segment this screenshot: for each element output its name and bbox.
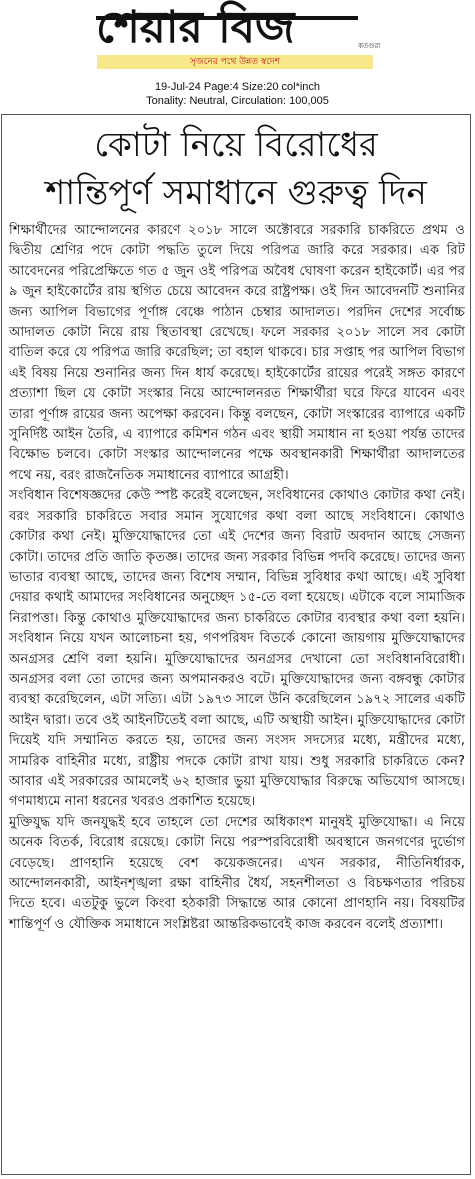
- clipping-meta: [0, 80, 475, 108]
- article-paragraph-2: সংবিধান বিশেষজ্ঞদের কেউ স্পষ্ট করেই বলেছেন, সংবিধানের কোথাও কোটার কথা নেই। বরং সরকারি চাকরিতে সবার সমান সুযোগের কথা বলা আছে সংবিধানে। কোথাও কোটার কথা নেই। মুক্তিযোদ্ধাদের তো এই দেশের জন্য বিরাট অবদান আছে সেজন্য কোটা। তাদের প্রতি জাতি কৃতজ্ঞ। তাদের জন্য সরকার বিভিন্ন পদবি করেছে। তাদের জন্য ভাতার ব্যবস্থা আছে, তাদের জন্য বিশেষ সম্মান, বিভিন্ন সুবিধার কথা আছে। এই সুবিধা দেয়ার কথাই আমাদের সংবিধানের অনুচ্ছেদ ১৫-তে বলা হয়েছে। এটাকে বলে সামাজিক নিরাপত্তা। কিন্তু কোথাও মুক্তিযোদ্ধাদের জন্য চাকরিতে কোটার ব্যবস্থার কথা বলা হয়নি। সংবিধান নিয়ে যখন আলোচনা হয়, গণপরিষদ বিতর্কে কোনো জায়গায় মুক্তিযোদ্ধাদের অনগ্রসর শ্রেণি বলা হয়নি। মুক্তিযোদ্ধাদের অনগ্রসর দেখানো তো সংবিধানবিরোধী। অনগ্রসর বলা তো তাদের জন্য অপমানকরও বটে। মুক্তিযোদ্ধাদের জন্য বঙ্গবন্ধু কোটার ব্যবস্থা করেছিলেন, এটা সত্যি। এটা ১৯৭৩ সালে উনি করেছিলেন ১৯৭২ সালের একটি আইন দ্বারা। তবে ওই আইনটিতেই বলা আছে, এটি অস্থায়ী আইন। মুক্তিযোদ্ধাদের কোটা দিয়েই যদি সম্মানিত করতে হয়, তাদের জন্য সংসদ সদস্যের মধ্যে, মন্ত্রীদের মধ্যে, সামরিক বাহিনীর মধ্যে, রাষ্ট্রীয় পদকে কোটা রাখা যায়। শুধু সরকারি চাকরিতে কেন? আবার এই সরকারের আমলেই ৬২ হাজার ভুয়া মুক্তিযোদ্ধার বিরুদ্ধে অভিযোগ আসছে। গণমাধ্যমে নানা ধরনের খবরও প্রকাশিত হয়েছে।: [9, 488, 465, 810]
- headline-line-1: কোটা নিয়ে বিরোধের: [94, 125, 378, 165]
- article-clipping: [1, 114, 471, 1175]
- clipping-date-page-size: 19-Jul-24 Page:4 Size:20 col*inch: [154, 81, 321, 93]
- masthead-city: কতগুরা: [358, 42, 381, 50]
- tagline-band: [97, 55, 373, 69]
- clipping-tonality-circulation: Tonality: Neutral, Circulation: 100,005: [146, 95, 329, 107]
- newspaper-logo: শেয়ার বিজ: [96, 2, 295, 53]
- newspaper-masthead: [0, 0, 475, 80]
- article-paragraph-3: মুক্তিযুদ্ধ যদি জনযুদ্ধই হবে তাহলে তো দেশের অধিকাংশ মানুষই মুক্তিযোদ্ধা। এ নিয়ে অনেক বিতর্ক, বিরোধ রয়েছে। কোটা নিয়ে পরস্পরবিরোধী অবস্থানে জনগণের দুর্ভোগ বেড়েছে। প্রাণহানি হয়েছে বেশ কয়েকজনের। এখন সরকার, নীতিনির্ধারক, আন্দোলনকারী, আইনশৃঙ্খলা রক্ষা বাহিনীর ধৈর্য, সহনশীলতা ও বিচক্ষণতার পরিচয় দিতে হবে। এতটুকু ভুলে কিংবা হঠকারী সিদ্ধান্তে আর কোনো প্রাণহানি নয়। বিষয়টির শান্তিপূর্ণ ও যৌক্তিক সমাধানে সংশ্লিষ্টরা আন্তরিকভাবেই কাজ করবেন বলেই প্রত্যাশা।: [9, 814, 465, 932]
- headline-line-2: শান্তিপূর্ণ সমাধানে গুরুত্ব দিন: [45, 173, 427, 213]
- masthead-tagline: সৃজনের পথে উন্নত স্বদেশ: [189, 57, 281, 67]
- article-headline: [2, 121, 470, 217]
- article-body: [9, 221, 465, 935]
- article-paragraph-1: শিক্ষার্থীদের আন্দোলনের কারণে ২০১৮ সালে অক্টোবরে সরকারি চাকরিতে প্রথম ও দ্বিতীয় শ্রেণির পদে কোটা পদ্ধতি তুলে দিয়ে পরিপত্র জারি করে সরকার। এক রিট আবেদনের পরিপ্রেক্ষিতে গত ৫ জুন ওই পরিপত্র অবৈধ ঘোষণা করেন হাইকোর্ট। এর পর ৯ জুন হাইকোর্টের রায় স্থগিত চেয়ে আবেদন করে রাষ্ট্রপক্ষ। ওই দিন আবেদনটি শুনানির জন্য আপিল বিভাগের পূর্ণাঙ্গ বেঞ্চে পাঠান চেম্বার আদালত। পরদিন দেশের সর্বোচ্চ আদালত কোটা নিয়ে রায় স্থিতাবস্থা রেখেছে। ফলে সরকার ২০১৮ সালে সব কোটা বাতিল করে যে পরিপত্র জারি করেছিল; তা বহাল থাকবে। চার সপ্তাহ পর আপিল বিভাগ এই বিষয় নিয়ে শুনানির জন্য দিন ধার্য করেছে। হাইকোর্টের রায়ের পরেই সঙ্গত কারণে প্রত্যাশা ছিল যে কোটা সংস্কার নিয়ে আন্দোলনরত শিক্ষার্থীরা ঘরে ফিরে যাবেন এবং তারা পূর্ণাঙ্গ রায়ের জন্য অপেক্ষা করবেন। কিন্তু বলছেন, কোটা সংস্কারের ব্যাপারে একটি সুনির্দিষ্ট আইন তৈরি, এ ব্যাপারে কমিশন গঠন এবং স্থায়ী সমাধান না হওয়া পর্যন্ত তাদের বিক্ষোভ চলবে। কোটা সংস্কার আন্দোলনের পক্ষে অবস্থানকারী শিক্ষার্থীরা আদালতের পথে নয়, বরং রাজনৈতিক সমাধানের ব্যাপারে আগ্রহী।: [9, 223, 465, 483]
